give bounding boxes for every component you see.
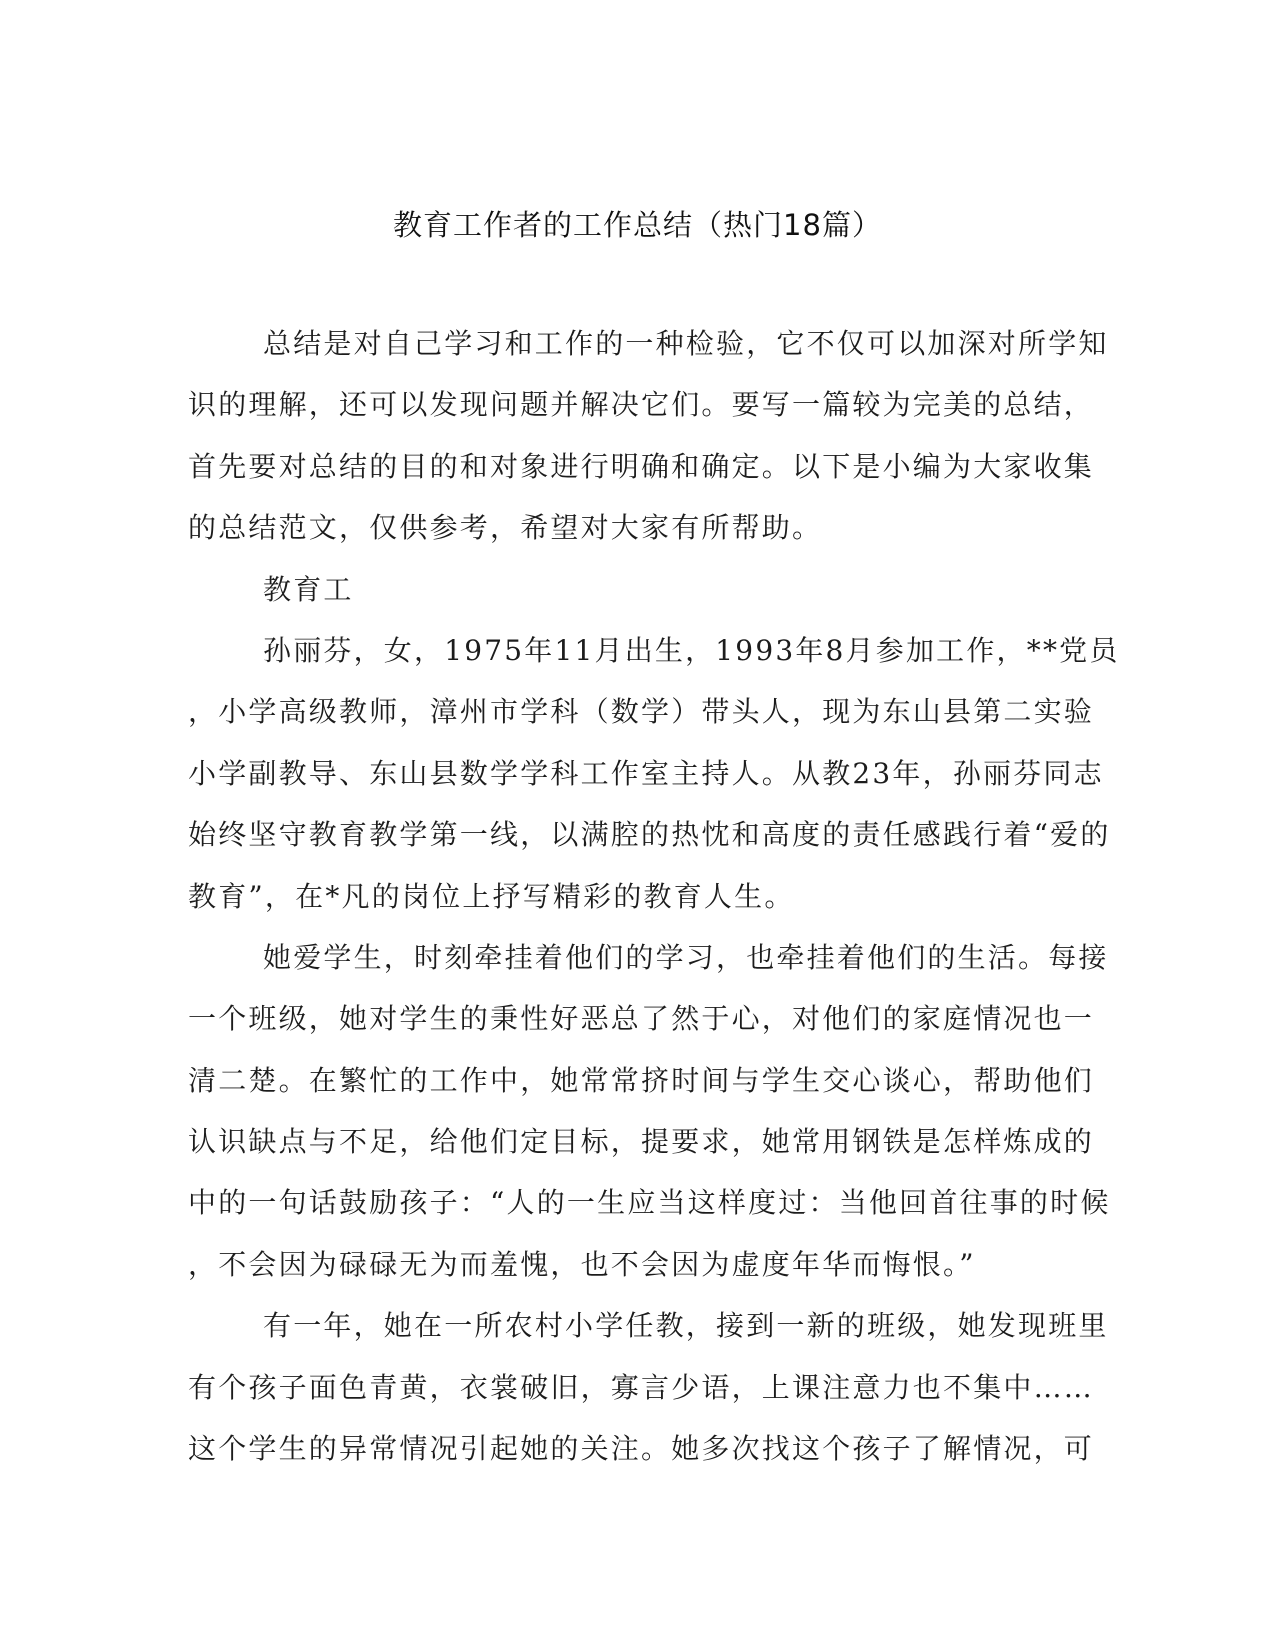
text-line: 小学副教导、东山县数学学科工作室主持人。从教23年，孙丽芬同志: [188, 756, 1104, 790]
text-line: ，不会因为碌碌无为而羞愧，也不会因为虚度年华而悔恨。”: [188, 1247, 976, 1281]
text-line: 有一年，她在一所农村小学任教，接到一新的班级，她发现班里: [263, 1309, 1109, 1343]
text-line: 总结是对自己学习和工作的一种检验，它不仅可以加深对所学知: [263, 327, 1109, 360]
text-line: 孙丽芬，女，1975年11月出生，1993年8月参加工作，**党员: [263, 633, 1120, 667]
text-line: 首先要对总结的目的和对象进行明确和确定。以下是小编为大家收集: [188, 449, 1095, 483]
text-line: 识的理解，还可以发现问题并解决它们。要写一篇较为完美的总结，: [188, 388, 1095, 422]
document-title: 教育工作者的工作总结（热门18篇）: [393, 208, 882, 242]
text-line: 始终坚守教育教学第一线，以满腔的热忱和高度的责任感践行着“爱的: [188, 818, 1111, 852]
document-body: [188, 324, 1120, 1490]
section-heading: 教育工: [263, 572, 354, 606]
text-line: 一个班级，她对学生的秉性好恶总了然于心，对他们的家庭情况也一: [188, 1002, 1095, 1036]
text-line: 这个学生的异常情况引起她的关注。她多次找这个孩子了解情况，可: [188, 1432, 1095, 1466]
text-line: 她爱学生，时刻牵挂着他们的学习，也牵挂着他们的生活。每接: [263, 940, 1109, 974]
text-line: 的总结范文，仅供参考，希望对大家有所帮助。: [188, 511, 823, 545]
text-line: 有个孩子面色青黄，衣裳破旧，寡言少语，上课注意力也不集中……: [188, 1370, 1095, 1404]
text-line: 教育”，在*凡的岗位上抒写精彩的教育人生。: [188, 879, 795, 913]
text-line: 中的一句话鼓励孩子：“人的一生应当这样度过：当他回首往事的时候: [188, 1186, 1111, 1220]
text-line: 认识缺点与不足，给他们定目标，提要求，她常用钢铁是怎样炼成的: [188, 1125, 1095, 1159]
text-line: 清二楚。在繁忙的工作中，她常常挤时间与学生交心谈心，帮助他们: [188, 1063, 1095, 1097]
text-line: ，小学高级教师，漳州市学科（数学）带头人，现为东山县第二实验: [188, 695, 1095, 729]
